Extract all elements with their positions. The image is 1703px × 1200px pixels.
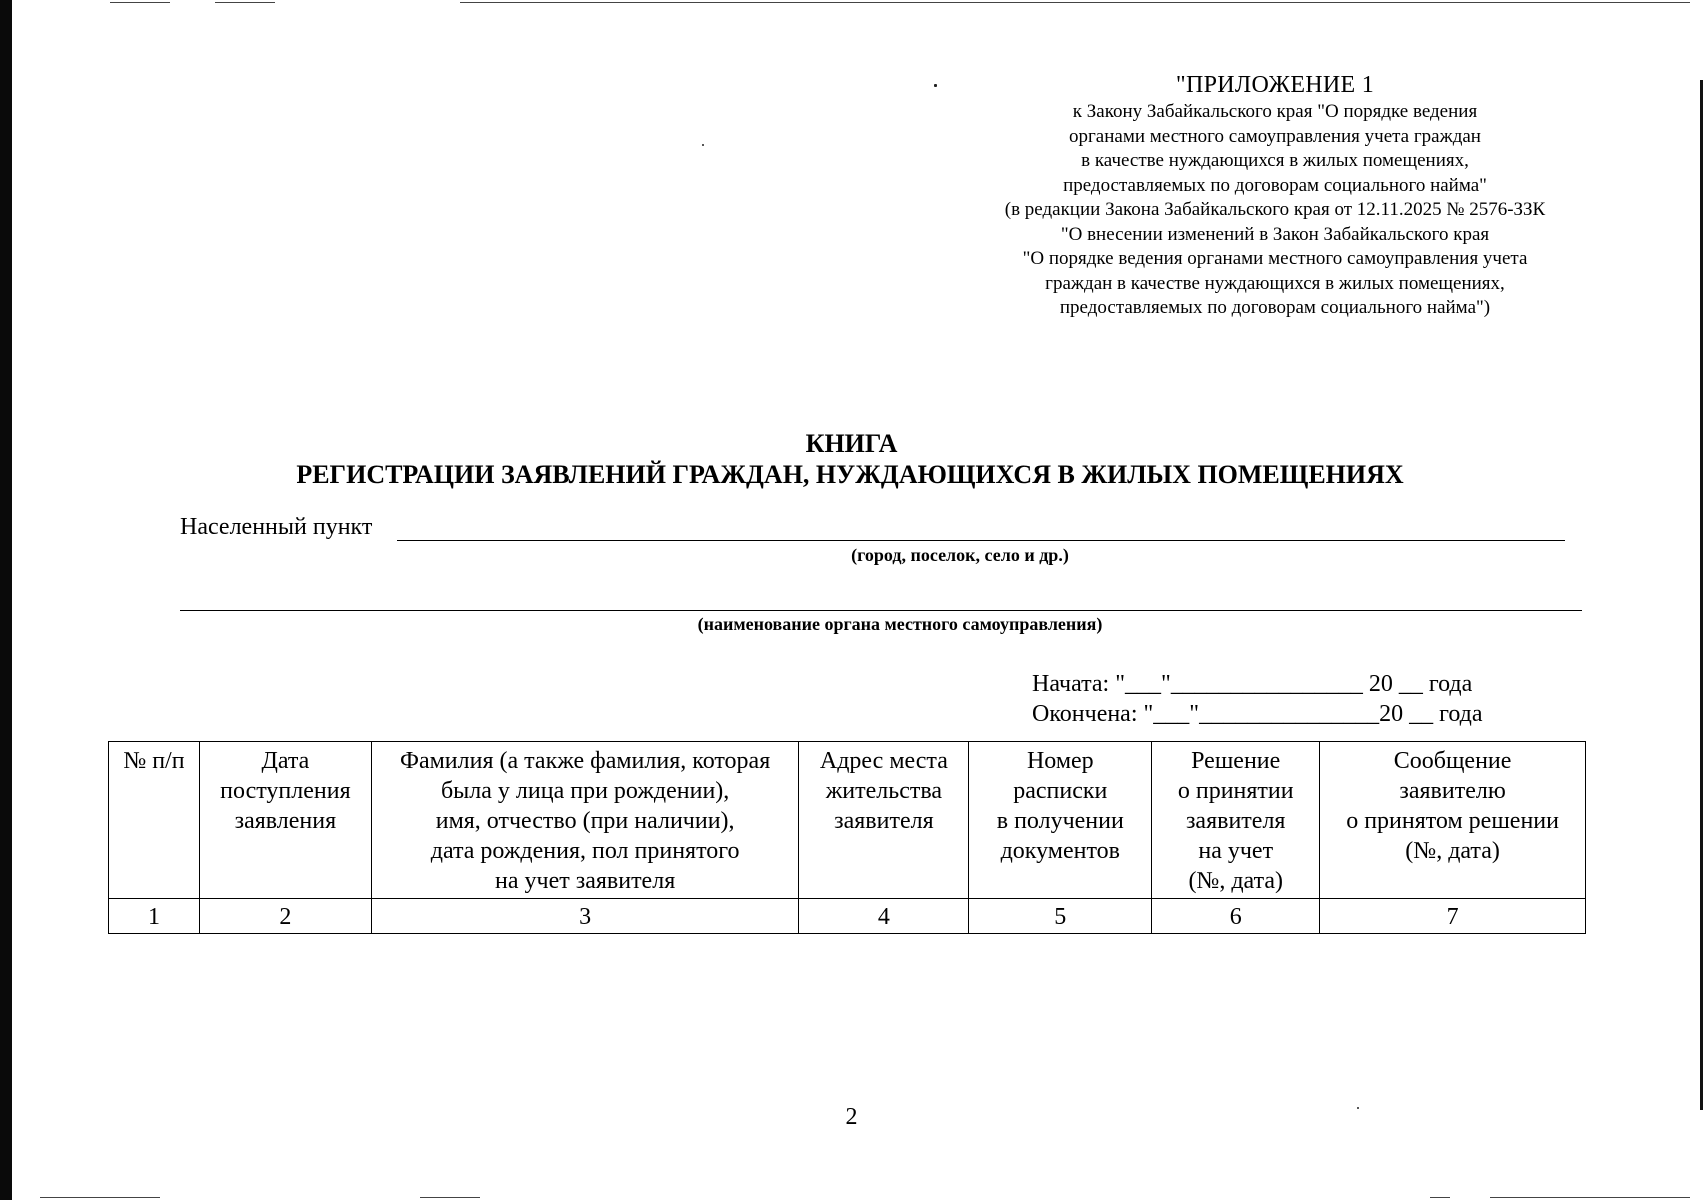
organization-fill-line (180, 610, 1582, 611)
appendix-heading: "ПРИЛОЖЕНИЕ 1 (1175, 72, 1375, 98)
scan-bottom-line (1430, 1197, 1450, 1198)
scan-left-edge (0, 0, 12, 1200)
organization-caption: (наименование органа местного самоуправления) (697, 614, 1103, 634)
header-line: Фамилия (а также фамилия, которая (400, 748, 771, 774)
header-line: поступления (220, 778, 351, 804)
document-subtitle: РЕГИСТРАЦИИ ЗАЯВЛЕНИЙ ГРАЖДАН, НУЖДАЮЩИХСЯ В ЖИЛЫХ ПОМЕЩЕНИЯХ (296, 460, 1404, 489)
column-number-cell: 5 (969, 899, 1152, 934)
header-line: дата рождения, пол принятого (430, 838, 740, 864)
header-line: о принятии (1177, 778, 1294, 804)
header-cell-decision (1152, 742, 1320, 899)
header-cell-receipt-number (969, 742, 1152, 899)
header-line: Решение (1191, 748, 1281, 774)
registration-table (108, 741, 1586, 934)
appendix-line: органами местного самоуправления учета граждан (1069, 125, 1481, 147)
appendix-line: в качестве нуждающихся в жилых помещениях, (1081, 150, 1469, 171)
header-line: заявителю (1399, 778, 1506, 804)
header-line: на учет (1198, 838, 1274, 864)
scan-speck (934, 84, 937, 87)
column-number-cell: 6 (1152, 899, 1320, 934)
header-line: была у лица при рождении), (440, 778, 730, 804)
header-line: заявителя (1185, 808, 1286, 834)
scan-top-line (215, 2, 275, 3)
column-number-cell: 7 (1320, 899, 1586, 934)
header-line: в получении (996, 808, 1124, 834)
header-line: расписки (1013, 778, 1108, 804)
appendix-line: предоставляемых по договорам социального найма") (1059, 297, 1491, 318)
column-number-cell: 1 (109, 899, 200, 934)
table-row (109, 899, 1586, 934)
header-line: на учет заявителя (495, 868, 676, 894)
header-line: заявителя (834, 808, 934, 834)
scan-top-line (460, 2, 1690, 3)
appendix-header (980, 70, 1570, 321)
header-cell-receipt-date (199, 742, 371, 899)
header-line: Дата (261, 748, 310, 774)
header-line: № п/п (123, 748, 185, 774)
page-number: 2 (845, 1104, 858, 1130)
header-line: заявления (234, 808, 337, 834)
header-line: жительства (825, 778, 943, 804)
header-cell-address (799, 742, 969, 899)
column-number-cell: 2 (199, 899, 371, 934)
header-line: (№, дата) (1405, 838, 1500, 864)
header-line: Номер (1026, 748, 1094, 774)
scan-top-line (110, 2, 170, 3)
appendix-line: к Закону Забайкальского края "О порядке ведения (1072, 101, 1478, 122)
appendix-line: (в редакции Закона Забайкальского края от 12.11.2025 № 2576-ЗЗК (1004, 199, 1546, 220)
scan-speck (702, 144, 704, 146)
header-cell-number (109, 742, 200, 899)
scan-bottom-line (40, 1197, 160, 1198)
header-line: документов (1000, 838, 1120, 864)
scan-bottom-line (1490, 1197, 1690, 1198)
document-title: КНИГА (805, 429, 898, 458)
appendix-line: предоставляемых по договорам социального найма" (1063, 174, 1487, 196)
header-cell-applicant-name (371, 742, 799, 899)
header-line: Сообщение (1393, 748, 1512, 774)
header-line: (№, дата) (1188, 868, 1283, 894)
appendix-line: граждан в качестве нуждающихся в жилых помещениях, (1045, 272, 1505, 294)
appendix-line: "О порядке ведения органами местного самоуправления учета (1022, 248, 1528, 269)
column-number-cell: 4 (799, 899, 969, 934)
started-date-line: Начата: "___"________________ 20 __ года (1032, 671, 1473, 697)
scan-bottom-line (420, 1197, 480, 1198)
locality-caption: (город, поселок, село и др.) (851, 545, 1069, 565)
locality-fill-line (397, 540, 1565, 541)
column-number-cell: 3 (371, 899, 799, 934)
locality-label: Населенный пункт (180, 514, 373, 540)
table-header-row (109, 742, 1586, 899)
header-line: о принятом решении (1346, 808, 1559, 834)
header-line: имя, отчество (при наличии), (435, 808, 735, 834)
header-cell-notification (1320, 742, 1586, 899)
header-line: Адрес места (819, 748, 948, 774)
finished-date-line: Окончена: "___"_______________20 __ года (1032, 701, 1483, 727)
appendix-line: "О внесении изменений в Закон Забайкальского края (1060, 223, 1490, 245)
